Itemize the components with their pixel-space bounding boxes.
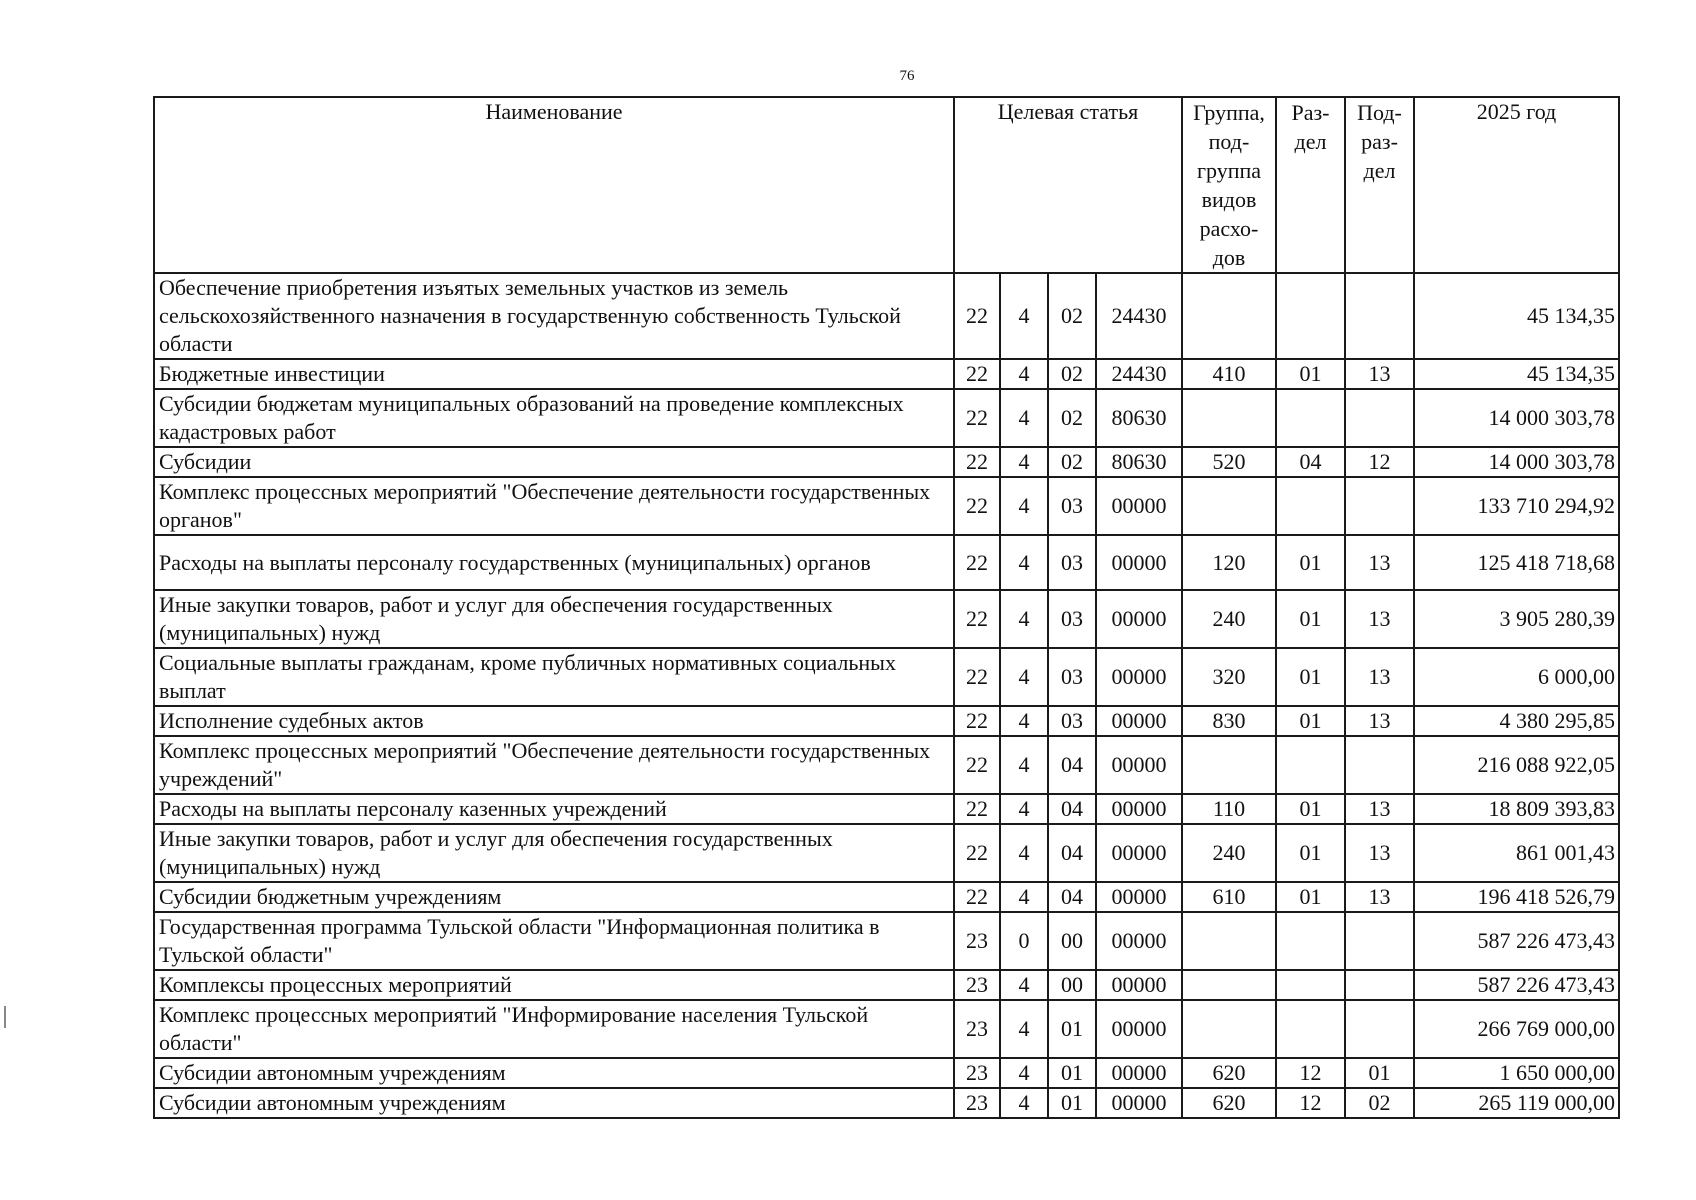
target-code-program: 22 (954, 535, 1000, 590)
header-row (154, 97, 1619, 273)
section-cell: 01 (1276, 794, 1345, 824)
amount-cell: 6 000,00 (1414, 648, 1619, 706)
target-code-measure: 04 (1048, 794, 1096, 824)
subsection-cell (1345, 912, 1414, 970)
header-section-line: Раз- (1291, 100, 1330, 125)
target-code-measure: 02 (1048, 359, 1096, 389)
expense-group-cell: 410 (1182, 359, 1276, 389)
expense-group-cell: 610 (1182, 882, 1276, 912)
target-code-type: 4 (1000, 447, 1048, 477)
header-expense-group-line: Группа, (1193, 100, 1265, 125)
amount-cell: 3 905 280,39 (1414, 590, 1619, 648)
amount-cell: 216 088 922,05 (1414, 736, 1619, 794)
subsection-cell: 01 (1345, 1058, 1414, 1088)
header-section-line: дел (1294, 129, 1327, 154)
amount-cell: 125 418 718,68 (1414, 535, 1619, 590)
target-code-type: 4 (1000, 1000, 1048, 1058)
subsection-cell (1345, 273, 1414, 359)
target-code-direction: 00000 (1096, 794, 1182, 824)
row-name-cell: Комплекс процессных мероприятий "Информирование населения Тульской области" (154, 1000, 954, 1058)
target-code-direction: 00000 (1096, 912, 1182, 970)
subsection-cell (1345, 389, 1414, 447)
target-code-program: 22 (954, 590, 1000, 648)
row-name-cell: Субсидии автономным учреждениям (154, 1058, 954, 1088)
amount-cell: 266 769 000,00 (1414, 1000, 1619, 1058)
subsection-cell: 13 (1345, 882, 1414, 912)
table-row (154, 273, 1619, 359)
target-code-program: 23 (954, 1000, 1000, 1058)
header-expense-group-line: под- (1208, 129, 1250, 154)
target-code-measure: 04 (1048, 736, 1096, 794)
row-name-cell: Бюджетные инвестиции (154, 359, 954, 389)
target-code-measure: 01 (1048, 1058, 1096, 1088)
target-code-program: 23 (954, 1058, 1000, 1088)
target-code-type: 4 (1000, 1058, 1048, 1088)
target-code-measure: 02 (1048, 273, 1096, 359)
target-code-type: 4 (1000, 970, 1048, 1000)
target-code-measure: 03 (1048, 706, 1096, 736)
table-row (154, 359, 1619, 389)
table-row (154, 824, 1619, 882)
subsection-cell: 12 (1345, 447, 1414, 477)
target-code-measure: 00 (1048, 912, 1096, 970)
subsection-cell (1345, 970, 1414, 1000)
section-cell (1276, 477, 1345, 535)
scan-edge-mark (4, 1006, 6, 1028)
target-code-direction: 00000 (1096, 648, 1182, 706)
page-number: 76 (899, 68, 915, 84)
target-code-measure: 04 (1048, 824, 1096, 882)
target-code-direction: 00000 (1096, 535, 1182, 590)
expense-group-cell (1182, 273, 1276, 359)
target-code-direction: 00000 (1096, 882, 1182, 912)
subsection-cell (1345, 477, 1414, 535)
target-code-type: 4 (1000, 706, 1048, 736)
table-row (154, 1088, 1619, 1118)
section-cell: 01 (1276, 882, 1345, 912)
section-cell (1276, 273, 1345, 359)
target-code-program: 22 (954, 882, 1000, 912)
row-name-cell: Расходы на выплаты персоналу государственных (муниципальных) органов (154, 535, 954, 590)
subsection-cell: 13 (1345, 359, 1414, 389)
row-name-cell: Субсидии автономным учреждениям (154, 1088, 954, 1118)
target-code-measure: 03 (1048, 590, 1096, 648)
table-body (154, 273, 1619, 1118)
row-name-cell: Субсидии бюджетам муниципальных образований на проведение комплексных кадастровых работ (154, 389, 954, 447)
expense-group-cell (1182, 912, 1276, 970)
target-code-program: 22 (954, 389, 1000, 447)
section-cell (1276, 736, 1345, 794)
subsection-cell (1345, 1000, 1414, 1058)
target-code-type: 0 (1000, 912, 1048, 970)
table-row (154, 736, 1619, 794)
target-code-program: 23 (954, 912, 1000, 970)
target-code-direction: 00000 (1096, 477, 1182, 535)
target-code-type: 4 (1000, 794, 1048, 824)
target-code-type: 4 (1000, 1088, 1048, 1118)
section-cell: 01 (1276, 648, 1345, 706)
section-cell: 01 (1276, 824, 1345, 882)
expense-group-cell: 520 (1182, 447, 1276, 477)
subsection-cell: 13 (1345, 535, 1414, 590)
header-subsection-line: раз- (1361, 129, 1398, 154)
header-section (1276, 97, 1345, 273)
header-subsection-line: Под- (1357, 100, 1402, 125)
section-cell: 01 (1276, 359, 1345, 389)
target-code-type: 4 (1000, 824, 1048, 882)
row-name-cell: Социальные выплаты гражданам, кроме публичных нормативных социальных выплат (154, 648, 954, 706)
table-row (154, 882, 1619, 912)
target-code-type: 4 (1000, 648, 1048, 706)
table-row (154, 1058, 1619, 1088)
expense-group-cell: 240 (1182, 590, 1276, 648)
target-code-type: 4 (1000, 535, 1048, 590)
section-cell: 01 (1276, 590, 1345, 648)
expense-group-cell (1182, 1000, 1276, 1058)
section-cell: 12 (1276, 1088, 1345, 1118)
table-row (154, 477, 1619, 535)
row-name-cell: Субсидии (154, 447, 954, 477)
expense-group-cell: 320 (1182, 648, 1276, 706)
table-row (154, 535, 1619, 590)
target-code-program: 22 (954, 477, 1000, 535)
expense-group-cell: 620 (1182, 1058, 1276, 1088)
target-code-type: 4 (1000, 882, 1048, 912)
target-code-type: 4 (1000, 477, 1048, 535)
section-cell: 04 (1276, 447, 1345, 477)
header-expense-group-line: расхо- (1199, 216, 1259, 241)
expense-group-cell (1182, 736, 1276, 794)
header-year: 2025 год (1414, 97, 1619, 273)
target-code-direction: 80630 (1096, 389, 1182, 447)
target-code-type: 4 (1000, 273, 1048, 359)
target-code-direction: 24430 (1096, 359, 1182, 389)
table-row (154, 912, 1619, 970)
target-code-program: 22 (954, 824, 1000, 882)
target-code-measure: 04 (1048, 882, 1096, 912)
amount-cell: 587 226 473,43 (1414, 912, 1619, 970)
target-code-measure: 00 (1048, 970, 1096, 1000)
amount-cell: 14 000 303,78 (1414, 447, 1619, 477)
expense-group-cell (1182, 389, 1276, 447)
row-name-cell: Комплекс процессных мероприятий "Обеспечение деятельности государственных органов" (154, 477, 954, 535)
target-code-measure: 02 (1048, 447, 1096, 477)
subsection-cell (1345, 736, 1414, 794)
subsection-cell: 13 (1345, 794, 1414, 824)
row-name-cell: Комплексы процессных мероприятий (154, 970, 954, 1000)
header-subsection (1345, 97, 1414, 273)
row-name-cell: Субсидии бюджетным учреждениям (154, 882, 954, 912)
subsection-cell: 13 (1345, 706, 1414, 736)
header-expense-group-line: дов (1212, 245, 1246, 270)
target-code-program: 22 (954, 736, 1000, 794)
target-code-direction: 00000 (1096, 1000, 1182, 1058)
amount-cell: 45 134,35 (1414, 359, 1619, 389)
target-code-direction: 00000 (1096, 1088, 1182, 1118)
subsection-cell: 02 (1345, 1088, 1414, 1118)
target-code-direction: 00000 (1096, 590, 1182, 648)
target-code-program: 23 (954, 970, 1000, 1000)
target-code-direction: 00000 (1096, 736, 1182, 794)
section-cell (1276, 389, 1345, 447)
expense-group-cell: 110 (1182, 794, 1276, 824)
subsection-cell: 13 (1345, 648, 1414, 706)
row-name-cell: Комплекс процессных мероприятий "Обеспечение деятельности государственных учреждений" (154, 736, 954, 794)
row-name-cell: Иные закупки товаров, работ и услуг для обеспечения государственных (муниципальных) нужд (154, 824, 954, 882)
section-cell: 12 (1276, 1058, 1345, 1088)
target-code-measure: 01 (1048, 1000, 1096, 1058)
subsection-cell: 13 (1345, 590, 1414, 648)
section-cell (1276, 970, 1345, 1000)
target-code-direction: 80630 (1096, 447, 1182, 477)
row-name-cell: Государственная программа Тульской области "Информационная политика в Тульской области" (154, 912, 954, 970)
subsection-cell: 13 (1345, 824, 1414, 882)
expense-group-cell: 620 (1182, 1088, 1276, 1118)
expense-group-cell: 240 (1182, 824, 1276, 882)
header-subsection-line: дел (1363, 158, 1396, 183)
amount-cell: 4 380 295,85 (1414, 706, 1619, 736)
target-code-direction: 24430 (1096, 273, 1182, 359)
row-name-cell: Иные закупки товаров, работ и услуг для обеспечения государственных (муниципальных) нужд (154, 590, 954, 648)
target-code-program: 22 (954, 794, 1000, 824)
row-name-cell: Расходы на выплаты персоналу казенных учреждений (154, 794, 954, 824)
header-expense-group-line: видов (1201, 187, 1257, 212)
target-code-program: 22 (954, 648, 1000, 706)
header-expense-group-line: группа (1196, 158, 1262, 183)
amount-cell: 133 710 294,92 (1414, 477, 1619, 535)
target-code-program: 22 (954, 447, 1000, 477)
amount-cell: 45 134,35 (1414, 273, 1619, 359)
target-code-direction: 00000 (1096, 970, 1182, 1000)
table-row (154, 389, 1619, 447)
section-cell: 01 (1276, 535, 1345, 590)
target-code-direction: 00000 (1096, 1058, 1182, 1088)
table-row (154, 648, 1619, 706)
amount-cell: 265 119 000,00 (1414, 1088, 1619, 1118)
target-code-measure: 02 (1048, 389, 1096, 447)
section-cell: 01 (1276, 706, 1345, 736)
table-row (154, 794, 1619, 824)
row-name-cell: Обеспечение приобретения изъятых земельных участков из земель сельскохозяйственного назначения в государственную собственность Тульской области (154, 273, 954, 359)
section-cell (1276, 912, 1345, 970)
table-row (154, 590, 1619, 648)
expense-group-cell (1182, 477, 1276, 535)
amount-cell: 18 809 393,83 (1414, 794, 1619, 824)
amount-cell: 1 650 000,00 (1414, 1058, 1619, 1088)
section-cell (1276, 1000, 1345, 1058)
target-code-measure: 03 (1048, 535, 1096, 590)
target-code-type: 4 (1000, 736, 1048, 794)
amount-cell: 196 418 526,79 (1414, 882, 1619, 912)
target-code-program: 22 (954, 359, 1000, 389)
header-target-article: Целевая статья (954, 97, 1182, 273)
expense-group-cell: 830 (1182, 706, 1276, 736)
expense-group-cell (1182, 970, 1276, 1000)
target-code-program: 22 (954, 706, 1000, 736)
target-code-type: 4 (1000, 389, 1048, 447)
table-row (154, 1000, 1619, 1058)
table-row (154, 447, 1619, 477)
target-code-measure: 01 (1048, 1088, 1096, 1118)
amount-cell: 861 001,43 (1414, 824, 1619, 882)
table-row (154, 706, 1619, 736)
amount-cell: 14 000 303,78 (1414, 389, 1619, 447)
header-expense-group (1182, 97, 1276, 273)
header-name: Наименование (154, 97, 954, 273)
target-code-program: 22 (954, 273, 1000, 359)
budget-table (153, 96, 1620, 1119)
target-code-direction: 00000 (1096, 706, 1182, 736)
target-code-measure: 03 (1048, 477, 1096, 535)
target-code-direction: 00000 (1096, 824, 1182, 882)
expense-group-cell: 120 (1182, 535, 1276, 590)
target-code-type: 4 (1000, 590, 1048, 648)
target-code-measure: 03 (1048, 648, 1096, 706)
target-code-type: 4 (1000, 359, 1048, 389)
amount-cell: 587 226 473,43 (1414, 970, 1619, 1000)
table-row (154, 970, 1619, 1000)
row-name-cell: Исполнение судебных актов (154, 706, 954, 736)
target-code-program: 23 (954, 1088, 1000, 1118)
